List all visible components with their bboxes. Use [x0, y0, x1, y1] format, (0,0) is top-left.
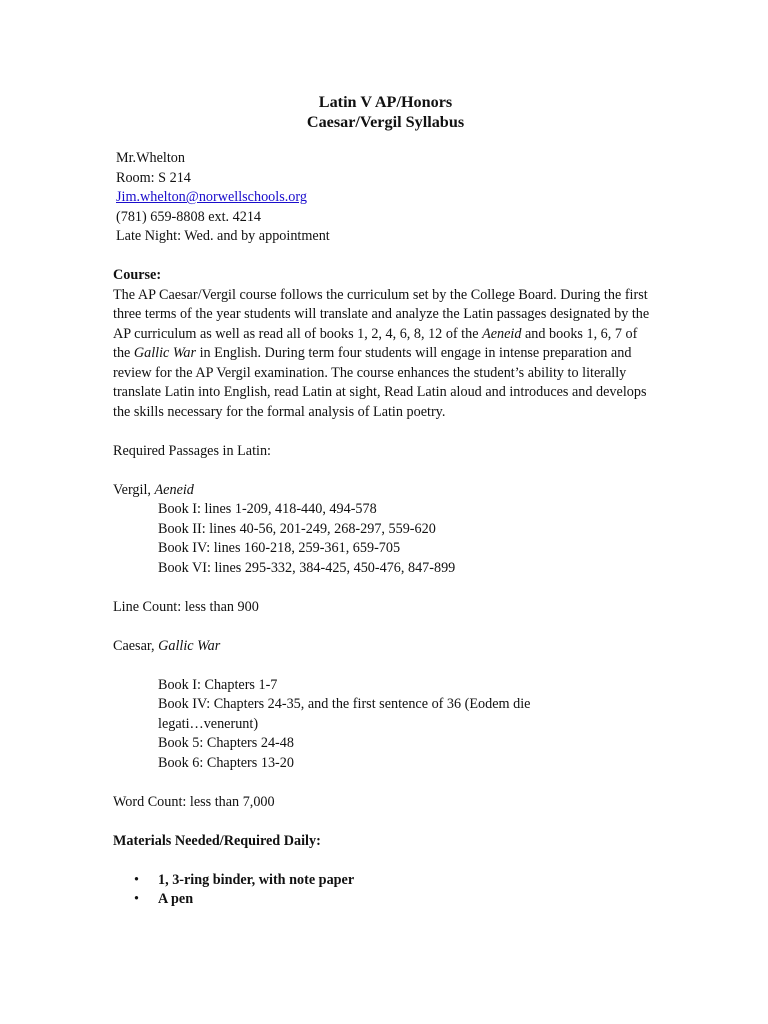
course-text-2: and books 1, 6, 7 of the	[113, 325, 638, 361]
room-number: Room: S 214	[116, 169, 191, 186]
teacher-name: Mr.Whelton	[116, 150, 185, 166]
caesar-work: Gallic War	[158, 637, 221, 654]
title-line-2: Caesar/Vergil Syllabus	[306, 113, 465, 131]
material-text: 1, 3-ring binder, with note paper	[158, 871, 355, 888]
syllabus-page	[113, 92, 658, 910]
list-item: Book 5: Chapters 24-48	[158, 735, 294, 751]
document-title	[113, 92, 658, 132]
course-description	[113, 286, 658, 423]
list-item: Book 6: Chapters 13-20	[158, 754, 294, 771]
course-text-3: in English. During term four students will engage in intense preparation and review for the AP Vergil examination. The course enhances the student’s ability to literally translate Latin into English, read Latin at sight, Read Latin aloud and introduces and develops the skills necessary for the formal analysis of Latin poetry.	[113, 345, 647, 420]
bullet-icon: •	[134, 871, 139, 888]
caesar-author: Caesar,	[113, 637, 159, 654]
caesar-section	[113, 637, 658, 774]
aeneid-title: Aeneid	[482, 325, 522, 342]
gallic-war-title: Gallic War	[133, 345, 197, 361]
vergil-heading	[113, 481, 658, 501]
course-text-1: The AP Caesar/Vergil course follows the curriculum set by the College Board. During the first three terms of the year students will translate and analyze the Latin passages designated by the AP curriculum as well as read all of books 1, 2, 4, 6, 8, 12 of the	[113, 286, 650, 342]
word-count: Word Count: less than 7,000	[113, 793, 275, 810]
line-count: Line Count: less than 900	[113, 598, 259, 615]
course-heading: Course:	[113, 267, 162, 283]
list-item: Book I: lines 1-209, 418-440, 494-578	[158, 501, 377, 517]
vergil-section	[113, 481, 658, 579]
list-item	[113, 871, 658, 891]
list-item	[113, 890, 658, 910]
vergil-work: Aeneid	[154, 481, 194, 498]
list-item: Book II: lines 40-56, 201-249, 268-297, 559-620	[158, 520, 436, 537]
phone-number: (781) 659-8808 ext. 4214	[116, 208, 262, 225]
list-item: Book I: Chapters 1-7	[158, 676, 278, 693]
vergil-author: Vergil,	[113, 481, 155, 498]
email-link[interactable]: Jim.whelton@norwellschools.org	[116, 189, 307, 205]
materials-list	[113, 871, 658, 910]
title-line-1: Latin V AP/Honors	[318, 93, 453, 111]
list-item: Book IV: lines 160-218, 259-361, 659-705	[158, 540, 401, 556]
bullet-icon: •	[134, 891, 139, 907]
course-section	[113, 266, 658, 422]
materials-heading: Materials Needed/Required Daily:	[113, 832, 321, 849]
required-passages-heading: Required Passages in Latin:	[113, 442, 272, 459]
material-text: A pen	[158, 891, 194, 907]
list-item: Book IV: Chapters 24-35, and the first sentence of 36 (Eodem die legati…venerunt)	[158, 696, 531, 732]
list-item: Book VI: lines 295-332, 384-425, 450-476, 847-899	[158, 559, 456, 576]
late-night-hours: Late Night: Wed. and by appointment	[116, 228, 330, 244]
contact-block	[116, 149, 658, 247]
caesar-heading	[113, 637, 658, 657]
